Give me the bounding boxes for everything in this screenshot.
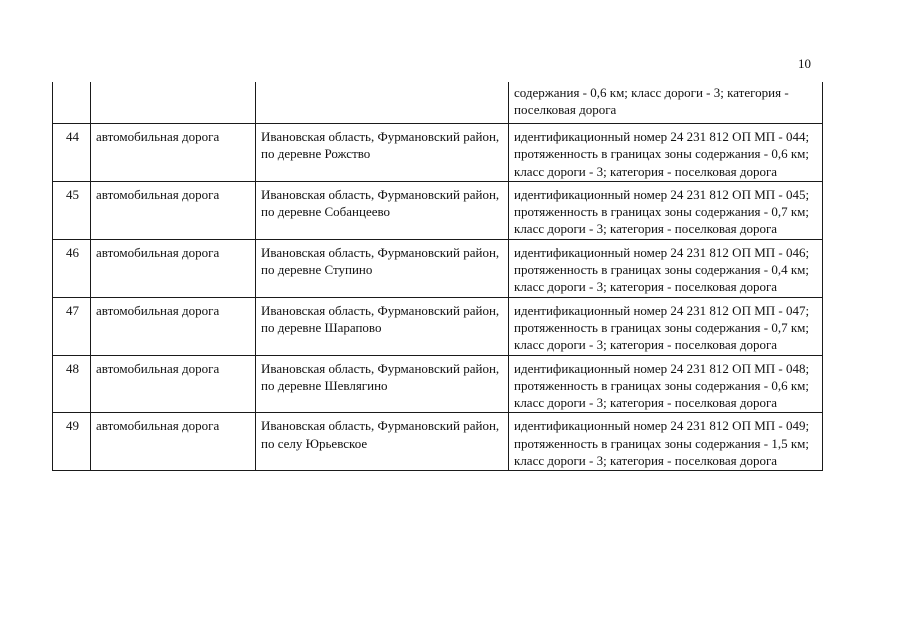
cell-number: 44 <box>53 124 91 182</box>
page-number: 10 <box>798 56 811 71</box>
cell-road-type: автомобильная дорога <box>91 124 256 182</box>
cell-number: 47 <box>53 297 91 355</box>
cell-number <box>53 82 91 124</box>
cell-number: 45 <box>53 181 91 239</box>
table-row <box>53 297 823 355</box>
table-row <box>53 239 823 297</box>
cell-number: 48 <box>53 355 91 413</box>
cell-road-type: автомобильная дорога <box>91 413 256 471</box>
cell-description: идентификационный номер 24 231 812 ОП МП - 048; протяженность в границах зоны содержания - 0,6 км; класс дороги - 3; категория - поселковая дорога <box>509 355 823 413</box>
cell-description: идентификационный номер 24 231 812 ОП МП - 047; протяженность в границах зоны содержания - 0,7 км; класс дороги - 3; категория - поселковая дорога <box>509 297 823 355</box>
cell-description: идентификационный номер 24 231 812 ОП МП - 045; протяженность в границах зоны содержания - 0,7 км; класс дороги - 3; категория - поселковая дорога <box>509 181 823 239</box>
cell-location <box>256 82 509 124</box>
cell-road-type: автомобильная дорога <box>91 181 256 239</box>
cell-location: Ивановская область, Фурмановский район, по деревне Рожство <box>256 124 509 182</box>
roads-table <box>52 82 823 471</box>
cell-location: Ивановская область, Фурмановский район, по селу Юрьевское <box>256 413 509 471</box>
cell-description: идентификационный номер 24 231 812 ОП МП - 044; протяженность в границах зоны содержания - 0,6 км; класс дороги - 3; категория - поселковая дорога <box>509 124 823 182</box>
cell-number: 49 <box>53 413 91 471</box>
cell-number: 46 <box>53 239 91 297</box>
cell-description: содержания - 0,6 км; класс дороги - 3; категория - поселковая дорога <box>509 82 823 124</box>
cell-road-type: автомобильная дорога <box>91 297 256 355</box>
table-row <box>53 413 823 471</box>
cell-description: идентификационный номер 24 231 812 ОП МП - 046; протяженность в границах зоны содержания - 0,4 км; класс дороги - 3; категория - поселковая дорога <box>509 239 823 297</box>
table-row <box>53 355 823 413</box>
cell-location: Ивановская область, Фурмановский район, по деревне Шевлягино <box>256 355 509 413</box>
cell-road-type <box>91 82 256 124</box>
table-row <box>53 181 823 239</box>
table-row <box>53 124 823 182</box>
cell-location: Ивановская область, Фурмановский район, по деревне Ступино <box>256 239 509 297</box>
cell-location: Ивановская область, Фурмановский район, по деревне Шарапово <box>256 297 509 355</box>
cell-road-type: автомобильная дорога <box>91 239 256 297</box>
cell-location: Ивановская область, Фурмановский район, по деревне Собанцеево <box>256 181 509 239</box>
cell-road-type: автомобильная дорога <box>91 355 256 413</box>
table-row-continuation <box>53 82 823 124</box>
cell-description: идентификационный номер 24 231 812 ОП МП - 049; протяженность в границах зоны содержания - 1,5 км; класс дороги - 3; категория - поселковая дорога <box>509 413 823 471</box>
